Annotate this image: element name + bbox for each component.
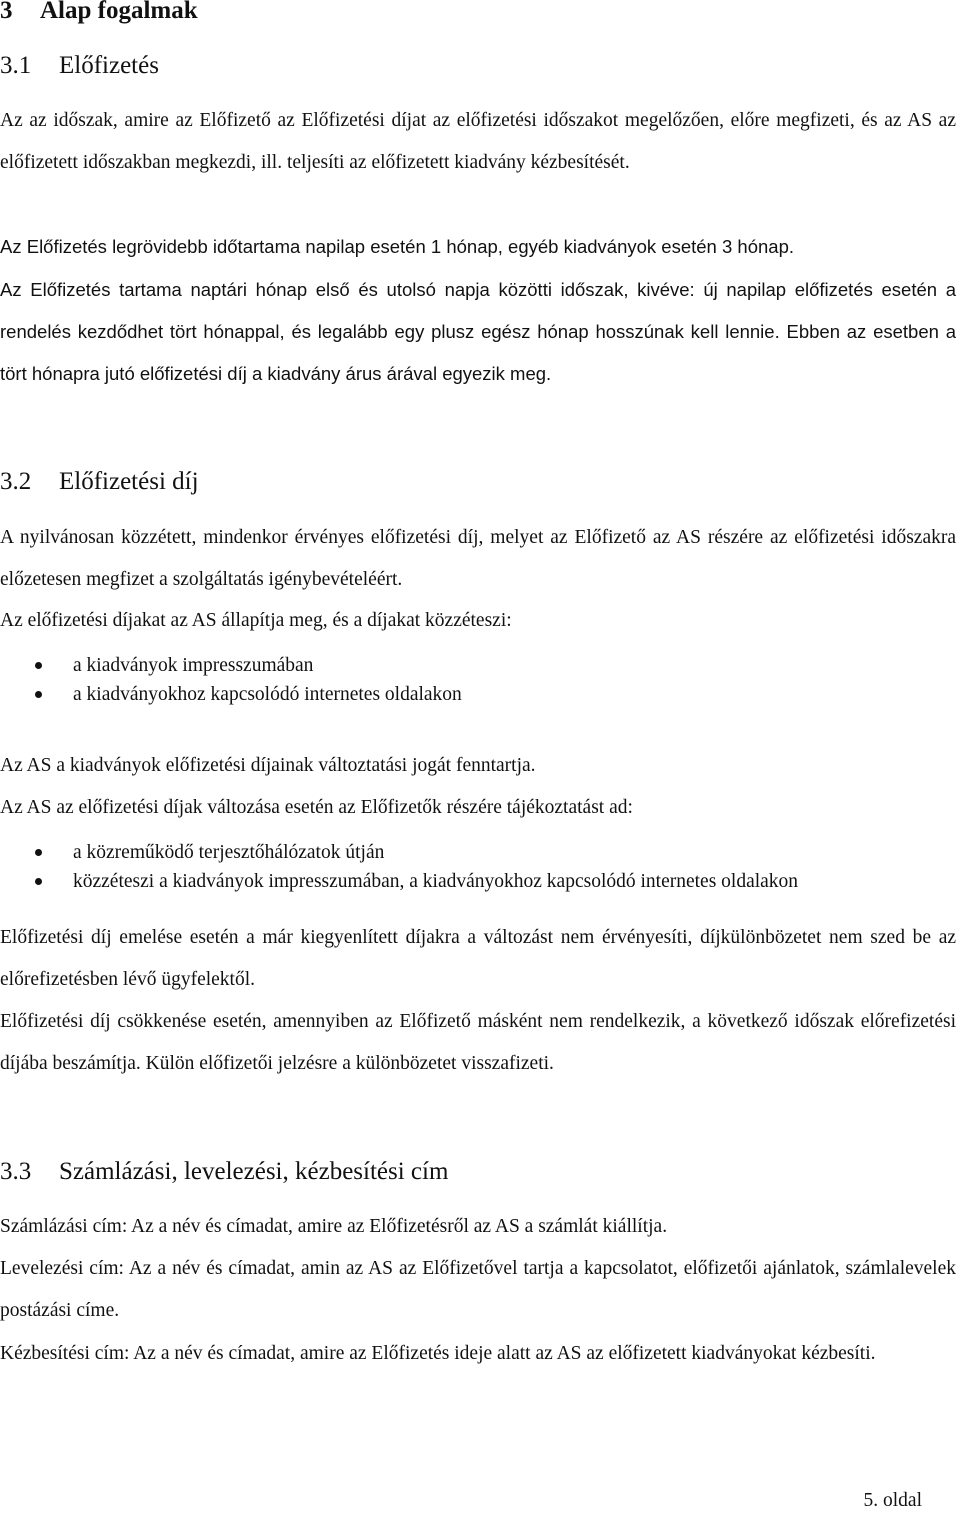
list-item (0, 651, 956, 680)
paragraph-fee-definition: A nyilvánosan közzétett, mindenkor érvényes előfizetési díj, melyet az Előfizető az AS részére az előfizetési időszakra előzetesen megfizet a szolgáltatás igénybevételéért. (0, 527, 956, 590)
heading-section-3-1 (0, 52, 159, 80)
paragraph-subscription-definition: Az az időszak, amire az Előfizető az Előfizetési díjat az előfizetési időszakot megelőzően, előre megfizeti, és az AS az előfizetett időszakban megkezdi, ill. teljesíti az előfizetett kiadvány kézbesítését. (0, 110, 956, 173)
list-item-text: a kiadványok impresszumában (73, 655, 314, 676)
bullet-icon (35, 849, 42, 856)
heading-chapter-3 (0, 0, 198, 25)
paragraph-billing-address: Számlázási cím: Az a név és címadat, amire az Előfizetésről az AS a számlát kiállítja. (0, 1216, 668, 1237)
list-item (0, 680, 956, 709)
heading-section-3-2 (0, 468, 199, 496)
list-fee-change-notice (0, 838, 956, 896)
section-title: Számlázási, levelezési, kézbesítési cím (59, 1158, 449, 1185)
list-item-text: közzéteszi a kiadványok impresszumában, a kiadványokhoz kapcsolódó internetes oldalakon (73, 871, 799, 892)
list-item-text: a kiadványokhoz kapcsolódó internetes oldalakon (73, 684, 462, 705)
paragraph-subscription-term (0, 269, 956, 395)
paragraph-fee-change-notice: Az AS az előfizetési díjak változása esetén az Előfizetők részére tájékoztatást ad: (0, 797, 633, 818)
section-number: 3.2 (0, 468, 32, 495)
bullet-icon (35, 662, 42, 669)
paragraph-fee-set-by: Az előfizetési díjakat az AS állapítja meg, és a díjakat közzéteszi: (0, 610, 512, 631)
list-item (0, 867, 956, 896)
list-item (0, 838, 956, 867)
section-number: 3.1 (0, 52, 32, 79)
page-number: 5. oldal (863, 1490, 922, 1511)
paragraph-mailing-address: Levelezési cím: Az a név és címadat, amin az AS az Előfizetővel tartja a kapcsolatot, előfizetői ajánlatok, számlalevelek postázási címe. (0, 1258, 956, 1321)
list-item-text: a közreműködő terjesztőhálózatok útján (73, 842, 385, 863)
bullet-icon (35, 878, 42, 885)
paragraph-fee-change-right: Az AS a kiadványok előfizetési díjainak változtatási jogát fenntartja. (0, 755, 536, 776)
paragraph-fee-increase: Előfizetési díj emelése esetén a már kiegyenlített díjakra a változást nem érvényesíti, díjkülönbözetet nem szed be az előrefizetésben lévő ügyfelektől. (0, 927, 956, 990)
bullet-icon (35, 691, 42, 698)
list-fee-publication (0, 651, 956, 709)
paragraph-subscription-min-duration: Az Előfizetés legrövidebb időtartama napilap esetén 1 hónap, egyéb kiadványok esetén 3 hónap. (0, 236, 794, 257)
section-number: 3.3 (0, 1158, 32, 1185)
paragraph-subscription-term-part2: Ebben az esetben a tört hónapra jutó előfizetési díj a kiadvány árus árával egyezik meg. (0, 321, 956, 384)
heading-section-3-3 (0, 1158, 448, 1186)
paragraph-subscription-term-part1: Az Előfizetés tartama naptári hónap első és utolsó napja közötti időszak, kivéve: új napilap előfizetés esetén a rendelés kezdődhet tört hónappal, és legalább egy plusz egész hónap hosszúnak kell lennie. (0, 279, 956, 342)
paragraph-delivery-address: Kézbesítési cím: Az a név és címadat, amire az Előfizetés ideje alatt az AS az előfizetett kiadványokat kézbesíti. (0, 1343, 876, 1364)
heading-number: 3 (0, 0, 13, 24)
section-title: Előfizetés (59, 52, 159, 79)
section-title: Előfizetési díj (59, 468, 199, 495)
heading-title: Alap fogalmak (40, 0, 198, 24)
paragraph-fee-decrease: Előfizetési díj csökkenése esetén, amennyiben az Előfizető másként nem rendelkezik, a következő időszak előrefizetési díjába beszámítja. Külön előfizetői jelzésre a különbözetet visszafizeti. (0, 1011, 956, 1074)
